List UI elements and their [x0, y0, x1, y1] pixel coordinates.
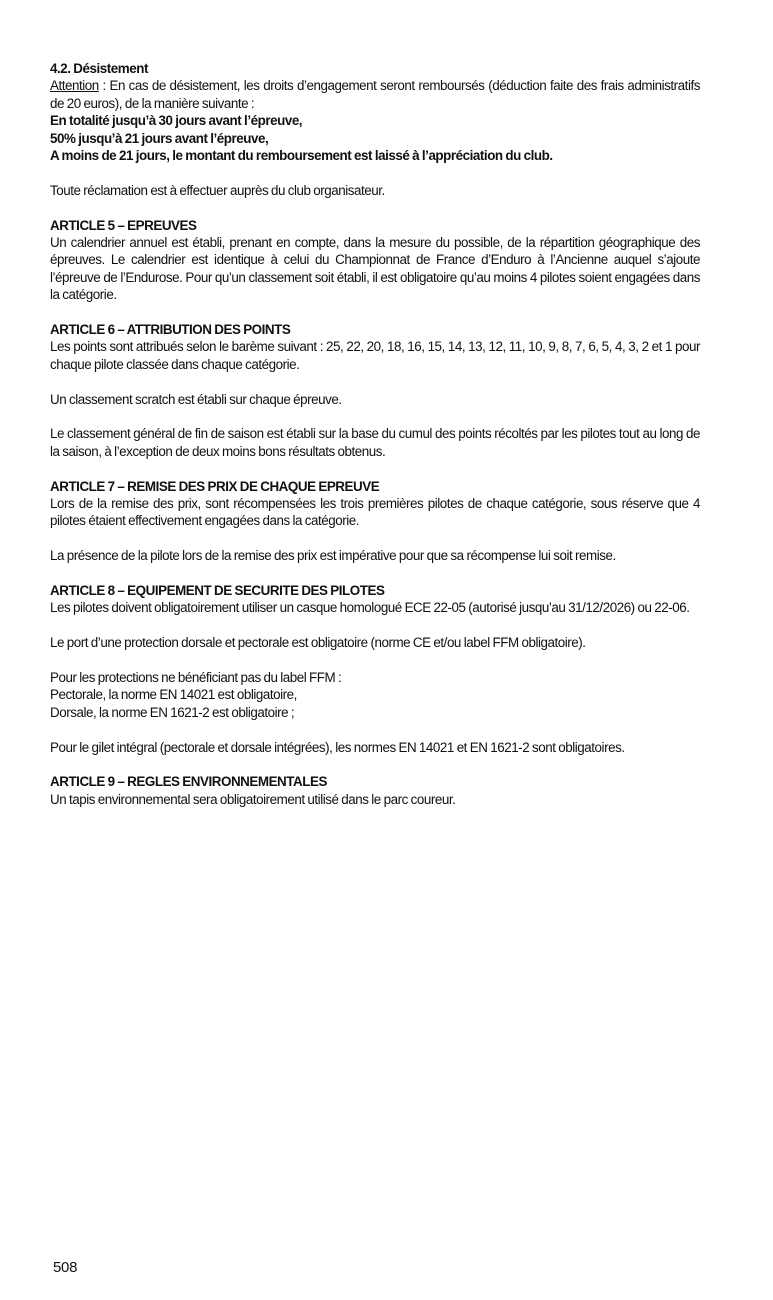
article-7-remise-des-prix — [50, 478, 700, 565]
article-heading: ARTICLE 9 – REGLES ENVIRONNEMENTALES — [50, 774, 327, 790]
non-ffm-intro: Pour les protections ne bénéficiant pas du label FFM : — [50, 670, 342, 686]
gilet-paragraph: Pour le gilet intégral (pectorale et dorsale intégrées), les normes EN 14021 et EN 1621-2 sont obligatoires. — [50, 739, 625, 755]
document-page — [50, 60, 700, 808]
attention-label: Attention — [50, 78, 99, 94]
pectorale-norm: Pectorale, la norme EN 14021 est obligatoire, — [50, 687, 297, 703]
attention-paragraph — [50, 77, 700, 112]
protection-paragraph: Le port d’une protection dorsale et pectorale est obligatoire (norme CE et/ou label FFM obligatoire). — [50, 635, 586, 651]
claims-paragraph: Toute réclamation est à effectuer auprès du club organisateur. — [50, 182, 385, 198]
environment-paragraph: Un tapis environnemental sera obligatoirement utilisé dans le parc coureur. — [50, 791, 456, 807]
article-heading: ARTICLE 5 – EPREUVES — [50, 217, 197, 233]
refund-rule-1: En totalité jusqu’à 30 jours avant l’épreuve, — [50, 113, 303, 129]
scratch-paragraph: Un classement scratch est établi sur chaque épreuve. — [50, 391, 342, 407]
article-heading: ARTICLE 6 – ATTRIBUTION DES POINTS — [50, 322, 291, 338]
helmet-paragraph: Les pilotes doivent obligatoirement utiliser un casque homologué ECE 22-05 (autorisé jusqu’au 31/12/2026) ou 22-06. — [50, 600, 690, 616]
section-4-2-desistement — [50, 60, 700, 199]
dorsale-norm: Dorsale, la norme EN 1621-2 est obligatoire ; — [50, 704, 295, 720]
refund-rule-2: 50% jusqu’à 21 jours avant l’épreuve, — [50, 130, 269, 146]
refund-rule-3: A moins de 21 jours, le montant du remboursement est laissé à l’appréciation du club. — [50, 148, 553, 164]
article-9-regles-environnementales — [50, 773, 700, 808]
article-8-equipement-securite — [50, 582, 700, 756]
attention-text: : En cas de désistement, les droits d’engagement seront remboursés (déduction faite des frais administratifs de 20 euros), de la manière suivante : — [50, 78, 700, 111]
article-6-attribution-des-points — [50, 321, 700, 460]
article-paragraph: Un calendrier annuel est établi, prenant en compte, dans la mesure du possible, de la répartition géographique des épreuves. Le calendrier est identique à celui du Championnat de France d’Enduro à l’Ancienne auquel s’ajoute l’épreuve de l’Endurose. Pour qu’un classement soit établi, il est obligatoire qu’au moins 4 pilotes soient engagées dans la catégorie. — [50, 235, 700, 303]
points-scale-paragraph: Les points sont attribués selon le barème suivant : 25, 22, 20, 18, 16, 15, 14, 13, 12, 11, 10, 9, 8, 7, 6, 5, 4, 3, 2 et 1 pour chaque pilote classée dans chaque catégorie. — [50, 339, 700, 372]
presence-paragraph: La présence de la pilote lors de la remise des prix est impérative pour que sa récompense lui soit remise. — [50, 548, 616, 564]
section-heading: 4.2. Désistement — [50, 61, 148, 76]
article-heading: ARTICLE 7 – REMISE DES PRIX DE CHAQUE EPREUVE — [50, 478, 380, 494]
general-ranking-paragraph: Le classement général de fin de saison est établi sur la base du cumul des points récoltés par les pilotes tout au long de la saison, à l’exception de deux moins bons résultats obtenus. — [50, 426, 700, 459]
article-heading: ARTICLE 8 – EQUIPEMENT DE SECURITE DES PILOTES — [50, 583, 385, 599]
article-5-epreuves — [50, 217, 700, 304]
page-number: 508 — [53, 1259, 78, 1276]
prizes-paragraph: Lors de la remise des prix, sont récompensées les trois premières pilotes de chaque catégorie, sous réserve que 4 pilotes étaient effectivement engagées dans la catégorie. — [50, 496, 700, 529]
